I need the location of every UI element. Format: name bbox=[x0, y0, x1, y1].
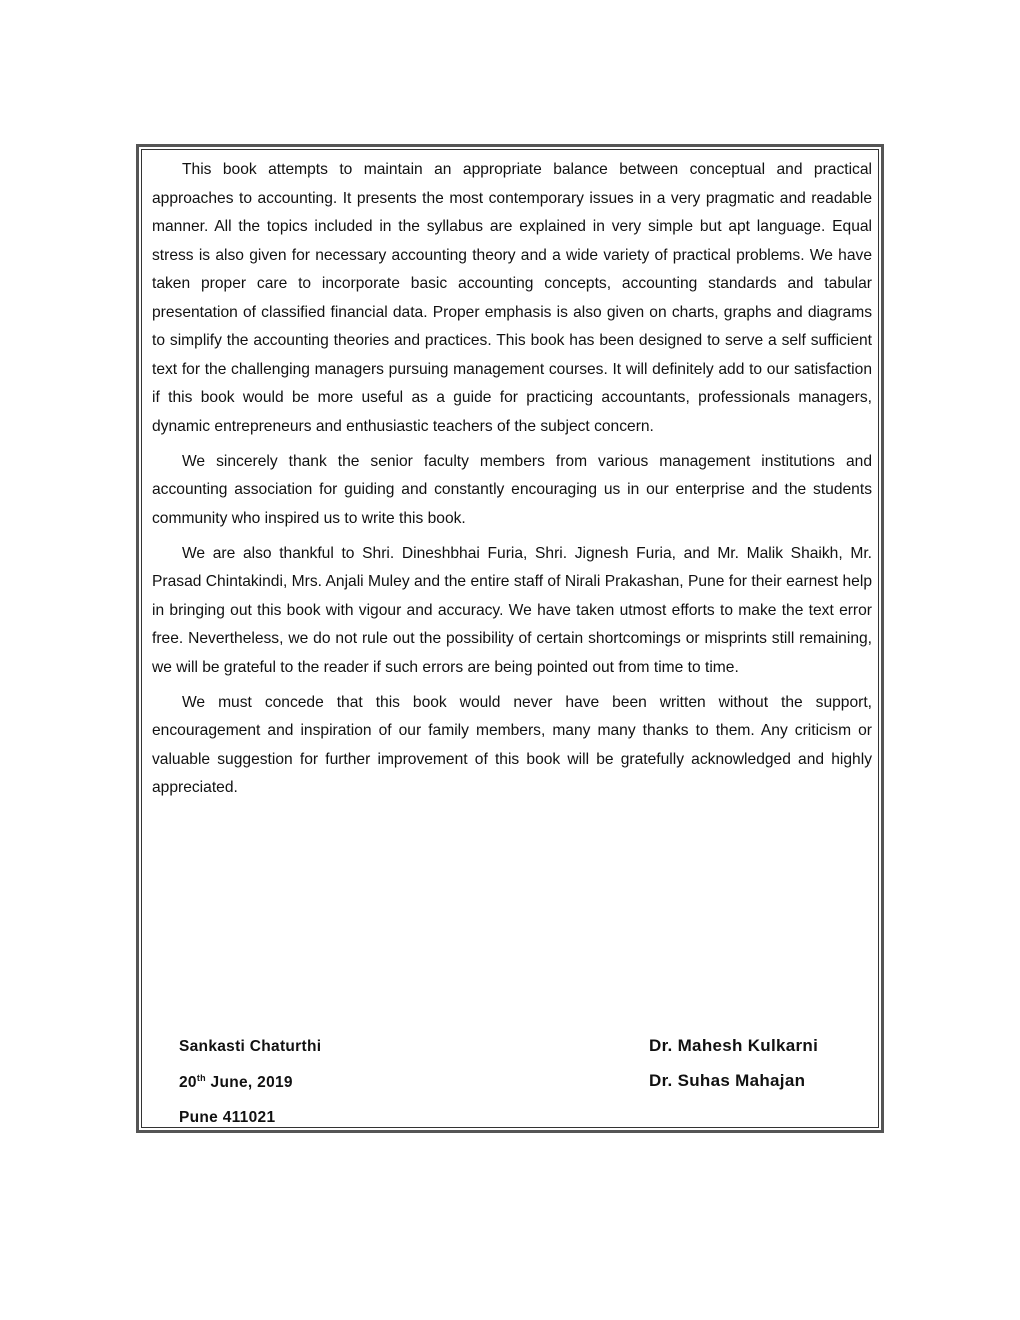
date-rest: June, 2019 bbox=[205, 1074, 293, 1092]
date bbox=[179, 1073, 293, 1092]
paragraph: We must concede that this book would never have been written without the support, encouragement and inspiration of our family members, many many thanks to them. Any criticism or valuable suggestion for further improvement of this book will be gratefully acknowledged and highly appreciated. bbox=[152, 693, 872, 796]
preface-frame bbox=[136, 144, 884, 1133]
author-1: Dr. Mahesh Kulkarni bbox=[649, 1036, 819, 1055]
date-day: 20 bbox=[179, 1074, 197, 1092]
paragraph: This book attempts to maintain an appropriate balance between conceptual and practical approaches to accounting. It presents the most contemporary issues in a very pragmatic and readable manner. All the topics included in the syllabus are explained in very simple but apt language. Equal stress is also given for necessary accounting theory and a wide variety of practical problems. We have taken proper care to incorporate basic accounting concepts, accounting standards and tabular presentation of classified financial data. Proper emphasis is also given on charts, graphs and diagrams to simplify the accounting theories and practices. This book has been designed to serve a self sufficient text for the challenging managers pursuing management courses. It will definitely add to our satisfaction if this book would be more useful as a guide for practicing accountants, professionals managers, dynamic entrepreneurs and enthusiastic teachers of the subject concern. bbox=[152, 161, 872, 435]
preface-text bbox=[152, 156, 872, 809]
paragraph: We sincerely thank the senior faculty members from various management institutions and accounting association for guiding and constantly encouraging us in our enterprise and the students community who inspired us to write this book. bbox=[152, 452, 872, 527]
paragraph: We are also thankful to Shri. Dineshbhai Furia, Shri. Jignesh Furia, and Mr. Malik Shaikh, Mr. Prasad Chintakindi, Mrs. Anjali Muley and the entire staff of Nirali Prakashan, Pune for their earnest help in bringing out this book with vigour and accuracy. We have taken utmost efforts to make the text error free. Nevertheless, we do not rule out the possibility of certain shortcomings or misprints still remaining, we will be grateful to the reader if such errors are being pointed out from time to time. bbox=[152, 544, 872, 676]
date-suffix: th bbox=[196, 1073, 206, 1083]
occasion: Sankasti Chaturthi bbox=[179, 1038, 322, 1055]
author-2: Dr. Suhas Mahajan bbox=[649, 1071, 806, 1090]
place: Pune 411021 bbox=[179, 1109, 276, 1126]
